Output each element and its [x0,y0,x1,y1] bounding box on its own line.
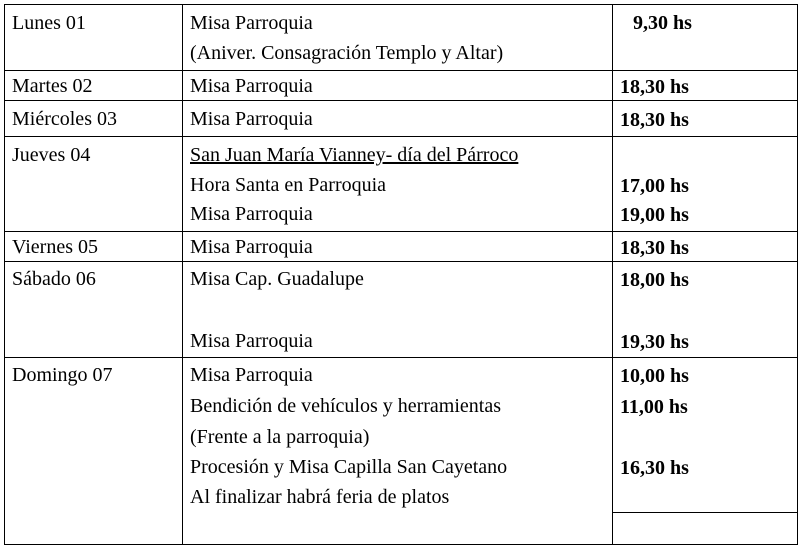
event-time: 19,00 hs [620,204,689,226]
event-text: Misa Parroquia [190,236,313,258]
event-text: Misa Parroquia [190,364,313,386]
event-text: Misa Parroquia [190,330,313,352]
table-column-divider-2 [612,4,613,545]
table-border-bottom [4,544,798,545]
table-border-left [4,4,5,545]
row-divider [4,357,798,358]
event-text: (Aniver. Consagración Templo y Altar) [190,42,504,64]
event-text: Misa Parroquia [190,203,313,225]
day-label: Domingo 07 [12,364,113,386]
event-time: 9,30 hs [633,12,692,34]
day-label: Jueves 04 [12,144,91,166]
event-text: Al finalizar habrá feria de platos [190,486,450,508]
event-time: 18,30 hs [620,109,689,131]
last-row-time-divider [612,512,798,513]
event-time: 11,00 hs [620,396,688,418]
day-label: Sábado 06 [12,268,96,290]
day-label: Miércoles 03 [12,108,117,130]
event-text: Misa Cap. Guadalupe [190,268,364,290]
event-text: Misa Parroquia [190,108,313,130]
event-text: Procesión y Misa Capilla San Cayetano [190,456,508,478]
row-divider [4,231,798,232]
event-time: 19,30 hs [620,331,689,353]
table-column-divider-1 [182,4,183,545]
row-divider [4,100,798,101]
event-text: Hora Santa en Parroquia [190,174,387,196]
row-divider [4,70,798,71]
row-divider [4,136,798,137]
table-border-top [4,4,798,5]
event-text: (Frente a la parroquia) [190,426,370,448]
event-time: 18,00 hs [620,269,689,291]
event-time: 17,00 hs [620,175,689,197]
day-label: Viernes 05 [12,236,98,258]
event-text: Misa Parroquia [190,75,313,97]
event-time: 18,30 hs [620,237,689,259]
event-time: 10,00 hs [620,365,689,387]
day-label: Lunes 01 [12,12,86,34]
table-border-right [797,4,798,545]
event-text: Bendición de vehículos y herramientas [190,395,502,417]
day-label: Martes 02 [12,75,93,97]
schedule-table [4,4,798,545]
event-time: 16,30 hs [620,457,689,479]
event-heading: San Juan María Vianney- día del Párroco [190,144,519,166]
row-divider [4,261,798,262]
event-time: 18,30 hs [620,76,689,98]
event-text: Misa Parroquia [190,12,313,34]
